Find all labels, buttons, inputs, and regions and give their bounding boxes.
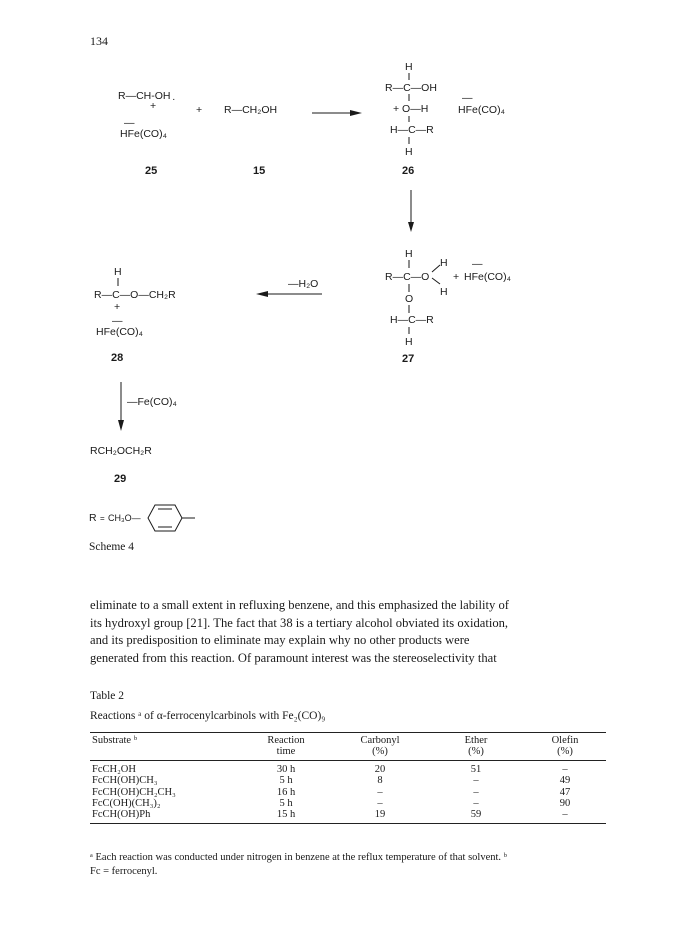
c27-anion: HFe(CO)₄ xyxy=(464,271,511,283)
compound-25 xyxy=(118,90,171,177)
plus-sign: + xyxy=(196,104,203,116)
th-carbonyl: Carbonyl xyxy=(332,733,428,747)
table-header-row-1 xyxy=(90,733,606,747)
c26-h-bot: H xyxy=(405,146,413,158)
r-definition xyxy=(89,505,195,531)
c28-row1: R—C—O—CH₂R xyxy=(94,289,176,301)
r-def-sub: CH₃O— xyxy=(108,513,141,523)
c26-row2: + O—H xyxy=(393,103,429,115)
results-table xyxy=(90,732,606,824)
table-row: FcCH(OH)Ph 15 h 19 59 – xyxy=(90,809,606,823)
r-def-lhs: R xyxy=(89,512,97,524)
table-caption: Reactions ᵃ of α-ferrocenylcarbinols with Fe₂(CO)₉ xyxy=(90,710,326,722)
compound-27 xyxy=(385,248,511,365)
c28-anion: HFe(CO)₄ xyxy=(96,326,143,338)
c29-formula: RCH₂OCH₂R xyxy=(90,445,152,457)
c26-anion-bar: — xyxy=(462,92,473,104)
th-ether: Ether xyxy=(428,733,524,747)
table-label: Table 2 xyxy=(90,690,125,702)
table-row: FcCH₂OH 30 h 20 51 – xyxy=(92,763,568,775)
th-olefin-unit: (%) xyxy=(524,746,606,760)
c26-anion: HFe(CO)₄ xyxy=(458,104,505,116)
th-ether-unit: (%) xyxy=(428,746,524,760)
body-paragraph xyxy=(90,597,606,667)
table-row: FcCH(OH)CH₃ 5 h 8 – 49 xyxy=(92,775,571,787)
table-header-row-2 xyxy=(90,746,606,760)
th-time: time xyxy=(240,746,332,760)
c25-label: 25 xyxy=(145,165,158,177)
c25-anion-bar: — xyxy=(124,117,135,129)
c29-label: 29 xyxy=(114,473,127,485)
th-reaction: Reaction xyxy=(240,733,332,747)
arrow-3-label: —H₂O xyxy=(288,278,319,290)
scheme-caption: Scheme 4 xyxy=(89,541,135,553)
c28-h-top: H xyxy=(114,266,122,278)
c27-anion-bar: — xyxy=(472,258,483,270)
c25-anion: HFe(CO)₄ xyxy=(120,128,167,140)
c26-h-top: H xyxy=(405,61,413,73)
th-carbonyl-unit: (%) xyxy=(332,746,428,760)
c27-o: O xyxy=(405,293,414,305)
th-olefin: Olefin xyxy=(524,733,606,747)
para-line-4: generated from this reaction. Of paramount interest was the stereoselectivity that xyxy=(90,650,497,665)
arrow-2-head xyxy=(408,222,414,232)
c28-plus: + xyxy=(114,301,121,313)
para-line-2: its hydroxyl group [21]. The fact that 38 is a tertiary alcohol obviated its oxidation, xyxy=(90,615,509,630)
c27-row3: H—C—R xyxy=(390,314,434,326)
arrow-4-label: —Fe(CO)₄ xyxy=(127,396,177,408)
compound-15 xyxy=(224,104,277,177)
footnote-line-1: ᵃ Each reaction was conducted under nitrogen in benzene at the reflux temperature of that solvent. ᵇ xyxy=(90,852,507,863)
arrow-4-head xyxy=(118,420,124,431)
c26-label: 26 xyxy=(402,165,415,177)
r-def-eq: = xyxy=(100,514,105,523)
compound-29 xyxy=(90,445,152,485)
para-line-3: and its predisposition to eliminate may explain why no other products were xyxy=(90,633,470,648)
para-line-1: eliminate to a small extent in refluxing benzene, and this emphasized the lability of xyxy=(90,598,509,612)
th-substrate: Substrate ᵇ xyxy=(90,733,240,747)
c28-label: 28 xyxy=(111,352,124,364)
table-footnote xyxy=(90,851,606,878)
compound-28 xyxy=(94,266,176,364)
c27-plus: + xyxy=(453,271,460,283)
table-row: FcCH(OH)CH₂CH₃ 16 h – – 47 xyxy=(92,786,571,798)
arrow-1-head xyxy=(350,110,362,116)
c27-h-down: H xyxy=(440,286,448,298)
c15-formula: R—CH₂OH xyxy=(224,104,278,116)
c27-row1: R—C—O xyxy=(385,271,430,283)
c27-h-up: H xyxy=(440,257,448,269)
table-row: FcC(OH)(CH₃)₂ 5 h – – 90 xyxy=(92,798,571,810)
c27-h-top: H xyxy=(405,248,413,260)
page-number: 134 xyxy=(90,34,108,48)
c27-label: 27 xyxy=(402,353,415,365)
c25-formula: R—CH-OH xyxy=(118,90,171,102)
c27-h-bot: H xyxy=(405,336,413,348)
arrow-3-head xyxy=(256,291,268,297)
compound-26 xyxy=(385,61,505,177)
c15-label: 15 xyxy=(253,165,266,177)
c28-anion-bar: — xyxy=(112,315,123,327)
c26-row1: R—C—OH xyxy=(385,82,437,94)
c26-row3: H—C—R xyxy=(390,124,434,136)
dot: · xyxy=(172,93,176,105)
c25-plus: + xyxy=(150,100,157,112)
footnote-line-2: Fc = ferrocenyl. xyxy=(90,865,158,877)
